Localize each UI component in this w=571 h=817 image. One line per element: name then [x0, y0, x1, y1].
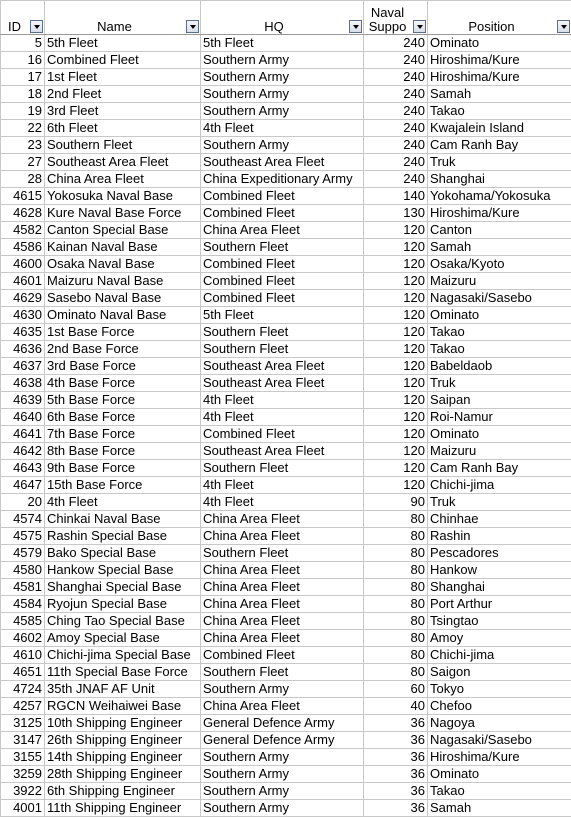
table-row: [1, 647, 571, 664]
cell-support[interactable]: 120: [364, 239, 428, 256]
cell-id[interactable]: 4582: [1, 222, 45, 239]
cell-support[interactable]: 80: [364, 630, 428, 647]
cell-id[interactable]: 4637: [1, 358, 45, 375]
cell-name[interactable]: 35th JNAF AF Unit: [45, 681, 201, 698]
cell-name[interactable]: 2nd Base Force: [45, 341, 201, 358]
cell-name[interactable]: 5th Fleet: [45, 35, 201, 52]
cell-hq[interactable]: Southern Fleet: [201, 664, 364, 681]
cell-hq[interactable]: China Area Fleet: [201, 613, 364, 630]
cell-hq[interactable]: China Area Fleet: [201, 528, 364, 545]
table-row: [1, 579, 571, 596]
cell-position[interactable]: Tokyo: [428, 681, 571, 698]
cell-support[interactable]: 120: [364, 409, 428, 426]
cell-name[interactable]: 6th Fleet: [45, 120, 201, 137]
cell-position[interactable]: Ominato: [428, 426, 571, 443]
cell-support[interactable]: 240: [364, 137, 428, 154]
cell-id[interactable]: 23: [1, 137, 45, 154]
cell-support[interactable]: 36: [364, 800, 428, 817]
cell-id[interactable]: 4574: [1, 511, 45, 528]
cell-support[interactable]: 80: [364, 511, 428, 528]
cell-name[interactable]: Rashin Special Base: [45, 528, 201, 545]
cell-support[interactable]: 140: [364, 188, 428, 205]
cell-name[interactable]: 3rd Fleet: [45, 103, 201, 120]
cell-name[interactable]: Yokosuka Naval Base: [45, 188, 201, 205]
cell-support[interactable]: 60: [364, 681, 428, 698]
cell-hq[interactable]: Southeast Area Fleet: [201, 358, 364, 375]
cell-id[interactable]: 4638: [1, 375, 45, 392]
table-row: [1, 375, 571, 392]
cell-name[interactable]: Combined Fleet: [45, 52, 201, 69]
cell-hq[interactable]: Combined Fleet: [201, 256, 364, 273]
cell-position[interactable]: Chichi-jima: [428, 647, 571, 664]
cell-id[interactable]: 18: [1, 86, 45, 103]
cell-position[interactable]: Cam Ranh Bay: [428, 460, 571, 477]
table-row: [1, 800, 571, 817]
table-row: [1, 290, 571, 307]
cell-position[interactable]: Samah: [428, 800, 571, 817]
cell-id[interactable]: 4585: [1, 613, 45, 630]
table-row: [1, 69, 571, 86]
cell-position[interactable]: Truk: [428, 375, 571, 392]
cell-name[interactable]: 14th Shipping Engineer: [45, 749, 201, 766]
table-row: [1, 528, 571, 545]
cell-hq[interactable]: Southern Army: [201, 52, 364, 69]
header-label-support-line2: Suppo: [368, 19, 407, 34]
cell-position[interactable]: Osaka/Kyoto: [428, 256, 571, 273]
cell-position[interactable]: Ominato: [428, 766, 571, 783]
cell-support[interactable]: 36: [364, 732, 428, 749]
cell-support[interactable]: 240: [364, 69, 428, 86]
cell-id[interactable]: 4580: [1, 562, 45, 579]
table-row: [1, 681, 571, 698]
table-row: [1, 307, 571, 324]
table-row: [1, 562, 571, 579]
column-header-id: [1, 1, 45, 35]
table-row: [1, 664, 571, 681]
cell-hq[interactable]: 5th Fleet: [201, 307, 364, 324]
cell-support[interactable]: 36: [364, 766, 428, 783]
table-row: [1, 171, 571, 188]
cell-hq[interactable]: Southeast Area Fleet: [201, 375, 364, 392]
cell-hq[interactable]: Southern Fleet: [201, 545, 364, 562]
table-row: [1, 103, 571, 120]
cell-id[interactable]: 27: [1, 154, 45, 171]
cell-support[interactable]: 120: [364, 358, 428, 375]
filter-dropdown-id-icon[interactable]: [30, 20, 43, 33]
cell-hq[interactable]: Southeast Area Fleet: [201, 154, 364, 171]
cell-id[interactable]: 4584: [1, 596, 45, 613]
table-row: [1, 698, 571, 715]
table-row: [1, 358, 571, 375]
cell-hq[interactable]: Southern Army: [201, 137, 364, 154]
cell-position[interactable]: Takao: [428, 783, 571, 800]
header-label-name: Name: [97, 19, 132, 34]
cell-name[interactable]: 4th Base Force: [45, 375, 201, 392]
cell-position[interactable]: Kwajalein Island: [428, 120, 571, 137]
cell-position[interactable]: Takao: [428, 324, 571, 341]
cell-hq[interactable]: China Area Fleet: [201, 630, 364, 647]
cell-support[interactable]: 90: [364, 494, 428, 511]
cell-hq[interactable]: General Defence Army: [201, 732, 364, 749]
cell-hq[interactable]: China Area Fleet: [201, 596, 364, 613]
cell-support[interactable]: 80: [364, 545, 428, 562]
table-row: [1, 630, 571, 647]
cell-position[interactable]: Port Arthur: [428, 596, 571, 613]
column-header-name: [45, 1, 201, 35]
table-row: [1, 137, 571, 154]
table-row: [1, 273, 571, 290]
cell-hq[interactable]: Combined Fleet: [201, 426, 364, 443]
cell-support[interactable]: 80: [364, 579, 428, 596]
cell-hq[interactable]: 4th Fleet: [201, 120, 364, 137]
table-row: [1, 732, 571, 749]
cell-id[interactable]: 3125: [1, 715, 45, 732]
cell-hq[interactable]: General Defence Army: [201, 715, 364, 732]
cell-id[interactable]: 4615: [1, 188, 45, 205]
cell-name[interactable]: 11th Shipping Engineer: [45, 800, 201, 817]
cell-id[interactable]: 4642: [1, 443, 45, 460]
cell-name[interactable]: 2nd Fleet: [45, 86, 201, 103]
header-label-id: ID: [8, 19, 21, 34]
cell-position[interactable]: Amoy: [428, 630, 571, 647]
table-row: [1, 52, 571, 69]
cell-position[interactable]: Nagasaki/Sasebo: [428, 732, 571, 749]
cell-hq[interactable]: Southern Fleet: [201, 324, 364, 341]
cell-id[interactable]: 4610: [1, 647, 45, 664]
cell-name[interactable]: 10th Shipping Engineer: [45, 715, 201, 732]
cell-position[interactable]: Shanghai: [428, 171, 571, 188]
cell-id[interactable]: 19: [1, 103, 45, 120]
cell-name[interactable]: 1st Fleet: [45, 69, 201, 86]
cell-position[interactable]: Hiroshima/Kure: [428, 52, 571, 69]
column-header-support: [364, 1, 428, 35]
cell-name[interactable]: 28th Shipping Engineer: [45, 766, 201, 783]
cell-name[interactable]: RGCN Weihaiwei Base: [45, 698, 201, 715]
table-row: [1, 783, 571, 800]
table-row: [1, 35, 571, 52]
cell-name[interactable]: 15th Base Force: [45, 477, 201, 494]
cell-support[interactable]: 80: [364, 613, 428, 630]
cell-name[interactable]: 3rd Base Force: [45, 358, 201, 375]
cell-support[interactable]: 240: [364, 154, 428, 171]
cell-name[interactable]: 6th Shipping Engineer: [45, 783, 201, 800]
column-header-position: [428, 1, 571, 35]
cell-name[interactable]: 6th Base Force: [45, 409, 201, 426]
filter-dropdown-support-icon[interactable]: [413, 20, 426, 33]
cell-hq[interactable]: Combined Fleet: [201, 188, 364, 205]
cell-position[interactable]: Rashin: [428, 528, 571, 545]
cell-support[interactable]: 80: [364, 562, 428, 579]
cell-name[interactable]: 1st Base Force: [45, 324, 201, 341]
cell-position[interactable]: Takao: [428, 103, 571, 120]
cell-id[interactable]: 3259: [1, 766, 45, 783]
cell-hq[interactable]: Southern Army: [201, 749, 364, 766]
cell-hq[interactable]: Southern Fleet: [201, 341, 364, 358]
cell-support[interactable]: 120: [364, 426, 428, 443]
cell-id[interactable]: 16: [1, 52, 45, 69]
cell-hq[interactable]: China Area Fleet: [201, 698, 364, 715]
cell-position[interactable]: Chichi-jima: [428, 477, 571, 494]
cell-position[interactable]: Roi-Namur: [428, 409, 571, 426]
filter-dropdown-name-icon[interactable]: [186, 20, 199, 33]
cell-id[interactable]: 4575: [1, 528, 45, 545]
filter-dropdown-hq-icon[interactable]: [349, 20, 362, 33]
table-row: [1, 443, 571, 460]
cell-support[interactable]: 240: [364, 86, 428, 103]
cell-support[interactable]: 120: [364, 477, 428, 494]
table-row: [1, 392, 571, 409]
cell-name[interactable]: 26th Shipping Engineer: [45, 732, 201, 749]
cell-hq[interactable]: China Area Fleet: [201, 562, 364, 579]
cell-hq[interactable]: 5th Fleet: [201, 35, 364, 52]
table-row: [1, 205, 571, 222]
cell-hq[interactable]: Combined Fleet: [201, 205, 364, 222]
cell-position[interactable]: Pescadores: [428, 545, 571, 562]
cell-hq[interactable]: 4th Fleet: [201, 392, 364, 409]
cell-hq[interactable]: Southeast Area Fleet: [201, 443, 364, 460]
cell-id[interactable]: 4636: [1, 341, 45, 358]
cell-support[interactable]: 80: [364, 647, 428, 664]
cell-position[interactable]: Nagoya: [428, 715, 571, 732]
cell-support[interactable]: 240: [364, 120, 428, 137]
cell-name[interactable]: 5th Base Force: [45, 392, 201, 409]
cell-position[interactable]: Yokohama/Yokosuka: [428, 188, 571, 205]
cell-hq[interactable]: Southern Army: [201, 766, 364, 783]
cell-position[interactable]: Hiroshima/Kure: [428, 749, 571, 766]
cell-support[interactable]: 80: [364, 528, 428, 545]
cell-id[interactable]: 20: [1, 494, 45, 511]
header-label-hq: HQ: [264, 19, 284, 34]
cell-name[interactable]: Ryojun Special Base: [45, 596, 201, 613]
cell-id[interactable]: 3922: [1, 783, 45, 800]
cell-hq[interactable]: Southern Fleet: [201, 460, 364, 477]
cell-id[interactable]: 4640: [1, 409, 45, 426]
table-body: [1, 35, 571, 817]
cell-position[interactable]: Hiroshima/Kure: [428, 69, 571, 86]
cell-name[interactable]: 8th Base Force: [45, 443, 201, 460]
cell-id[interactable]: 4586: [1, 239, 45, 256]
cell-id[interactable]: 4635: [1, 324, 45, 341]
cell-id[interactable]: 4647: [1, 477, 45, 494]
cell-hq[interactable]: Southern Army: [201, 800, 364, 817]
cell-id[interactable]: 4641: [1, 426, 45, 443]
cell-id[interactable]: 4601: [1, 273, 45, 290]
table-row: [1, 409, 571, 426]
cell-id[interactable]: 4639: [1, 392, 45, 409]
table-row: [1, 256, 571, 273]
table-row: [1, 477, 571, 494]
cell-hq[interactable]: China Area Fleet: [201, 511, 364, 528]
cell-support[interactable]: 120: [364, 324, 428, 341]
table-row: [1, 715, 571, 732]
cell-support[interactable]: 40: [364, 698, 428, 715]
cell-support[interactable]: 240: [364, 52, 428, 69]
cell-id[interactable]: 4630: [1, 307, 45, 324]
cell-name[interactable]: Ominato Naval Base: [45, 307, 201, 324]
cell-id[interactable]: 17: [1, 69, 45, 86]
cell-hq[interactable]: Southern Army: [201, 103, 364, 120]
cell-id[interactable]: 4628: [1, 205, 45, 222]
table-row: [1, 545, 571, 562]
cell-name[interactable]: Chinkai Naval Base: [45, 511, 201, 528]
cell-id[interactable]: 3147: [1, 732, 45, 749]
table-row: [1, 426, 571, 443]
cell-support[interactable]: 130: [364, 205, 428, 222]
table-row: [1, 460, 571, 477]
cell-hq[interactable]: Southern Army: [201, 86, 364, 103]
cell-support[interactable]: 36: [364, 749, 428, 766]
cell-name[interactable]: Kure Naval Base Force: [45, 205, 201, 222]
cell-name[interactable]: Canton Special Base: [45, 222, 201, 239]
cell-hq[interactable]: Combined Fleet: [201, 290, 364, 307]
table-row: [1, 324, 571, 341]
cell-hq[interactable]: 4th Fleet: [201, 409, 364, 426]
cell-name[interactable]: Bako Special Base: [45, 545, 201, 562]
cell-position[interactable]: Maizuru: [428, 273, 571, 290]
cell-id[interactable]: 4581: [1, 579, 45, 596]
table-row: [1, 613, 571, 630]
cell-position[interactable]: Nagasaki/Sasebo: [428, 290, 571, 307]
table-row: [1, 239, 571, 256]
cell-name[interactable]: Sasebo Naval Base: [45, 290, 201, 307]
cell-position[interactable]: Truk: [428, 154, 571, 171]
cell-position[interactable]: Samah: [428, 86, 571, 103]
cell-position[interactable]: Saigon: [428, 664, 571, 681]
header-label-position: Position: [468, 19, 515, 34]
cell-id[interactable]: 4724: [1, 681, 45, 698]
cell-hq[interactable]: Southern Fleet: [201, 239, 364, 256]
cell-hq[interactable]: Southern Army: [201, 69, 364, 86]
cell-id[interactable]: 4651: [1, 664, 45, 681]
cell-id[interactable]: 4579: [1, 545, 45, 562]
cell-id[interactable]: 5: [1, 35, 45, 52]
column-header-hq: [201, 1, 364, 35]
cell-support[interactable]: 120: [364, 341, 428, 358]
cell-position[interactable]: Ominato: [428, 307, 571, 324]
cell-support[interactable]: 120: [364, 443, 428, 460]
cell-id[interactable]: 4629: [1, 290, 45, 307]
cell-hq[interactable]: China Area Fleet: [201, 222, 364, 239]
cell-support[interactable]: 120: [364, 290, 428, 307]
cell-support[interactable]: 240: [364, 103, 428, 120]
table-row: [1, 341, 571, 358]
cell-name[interactable]: Osaka Naval Base: [45, 256, 201, 273]
table-row: [1, 86, 571, 103]
cell-id[interactable]: 28: [1, 171, 45, 188]
cell-name[interactable]: Chichi-jima Special Base: [45, 647, 201, 664]
header-label-support-line1: Naval: [370, 5, 405, 20]
cell-id[interactable]: 4600: [1, 256, 45, 273]
table-row: [1, 154, 571, 171]
cell-position[interactable]: Saipan: [428, 392, 571, 409]
cell-hq[interactable]: 4th Fleet: [201, 494, 364, 511]
cell-name[interactable]: 4th Fleet: [45, 494, 201, 511]
cell-name[interactable]: Southeast Area Fleet: [45, 154, 201, 171]
cell-support[interactable]: 80: [364, 596, 428, 613]
cell-support[interactable]: 120: [364, 273, 428, 290]
cell-hq[interactable]: Southern Army: [201, 783, 364, 800]
cell-position[interactable]: Truk: [428, 494, 571, 511]
cell-position[interactable]: Shanghai: [428, 579, 571, 596]
cell-name[interactable]: 9th Base Force: [45, 460, 201, 477]
cell-name[interactable]: 11th Special Base Force: [45, 664, 201, 681]
cell-id[interactable]: 4001: [1, 800, 45, 817]
cell-support[interactable]: 120: [364, 460, 428, 477]
cell-support[interactable]: 240: [364, 171, 428, 188]
cell-name[interactable]: Hankow Special Base: [45, 562, 201, 579]
cell-hq[interactable]: Combined Fleet: [201, 273, 364, 290]
table-row: [1, 511, 571, 528]
cell-position[interactable]: Samah: [428, 239, 571, 256]
cell-name[interactable]: Amoy Special Base: [45, 630, 201, 647]
cell-position[interactable]: Hankow: [428, 562, 571, 579]
table-row: [1, 120, 571, 137]
cell-name[interactable]: Maizuru Naval Base: [45, 273, 201, 290]
cell-support[interactable]: 120: [364, 307, 428, 324]
table-row: [1, 749, 571, 766]
cell-support[interactable]: 240: [364, 35, 428, 52]
table-row: [1, 188, 571, 205]
cell-name[interactable]: Southern Fleet: [45, 137, 201, 154]
cell-hq[interactable]: Southern Army: [201, 681, 364, 698]
cell-id[interactable]: 4257: [1, 698, 45, 715]
cell-support[interactable]: 120: [364, 222, 428, 239]
cell-support[interactable]: 36: [364, 783, 428, 800]
cell-hq[interactable]: China Expeditionary Army: [201, 171, 364, 188]
cell-id[interactable]: 22: [1, 120, 45, 137]
cell-support[interactable]: 120: [364, 392, 428, 409]
cell-name[interactable]: China Area Fleet: [45, 171, 201, 188]
cell-support[interactable]: 120: [364, 375, 428, 392]
cell-support[interactable]: 80: [364, 664, 428, 681]
cell-position[interactable]: Chefoo: [428, 698, 571, 715]
cell-name[interactable]: 7th Base Force: [45, 426, 201, 443]
cell-position[interactable]: Babeldaob: [428, 358, 571, 375]
cell-position[interactable]: Chinhae: [428, 511, 571, 528]
cell-id[interactable]: 3155: [1, 749, 45, 766]
cell-name[interactable]: Shanghai Special Base: [45, 579, 201, 596]
cell-position[interactable]: Cam Ranh Bay: [428, 137, 571, 154]
cell-position[interactable]: Tsingtao: [428, 613, 571, 630]
table-row: [1, 766, 571, 783]
cell-id[interactable]: 4602: [1, 630, 45, 647]
cell-position[interactable]: Ominato: [428, 35, 571, 52]
header-row: [1, 1, 571, 35]
cell-hq[interactable]: Combined Fleet: [201, 647, 364, 664]
table-row: [1, 596, 571, 613]
cell-id[interactable]: 4643: [1, 460, 45, 477]
cell-position[interactable]: Takao: [428, 341, 571, 358]
cell-hq[interactable]: China Area Fleet: [201, 579, 364, 596]
cell-position[interactable]: Hiroshima/Kure: [428, 205, 571, 222]
cell-name[interactable]: Kainan Naval Base: [45, 239, 201, 256]
cell-position[interactable]: Maizuru: [428, 443, 571, 460]
cell-name[interactable]: Ching Tao Special Base: [45, 613, 201, 630]
cell-support[interactable]: 120: [364, 256, 428, 273]
cell-hq[interactable]: 4th Fleet: [201, 477, 364, 494]
cell-support[interactable]: 36: [364, 715, 428, 732]
filter-dropdown-position-icon[interactable]: [557, 20, 570, 33]
cell-position[interactable]: Canton: [428, 222, 571, 239]
table-row: [1, 222, 571, 239]
table-row: [1, 494, 571, 511]
